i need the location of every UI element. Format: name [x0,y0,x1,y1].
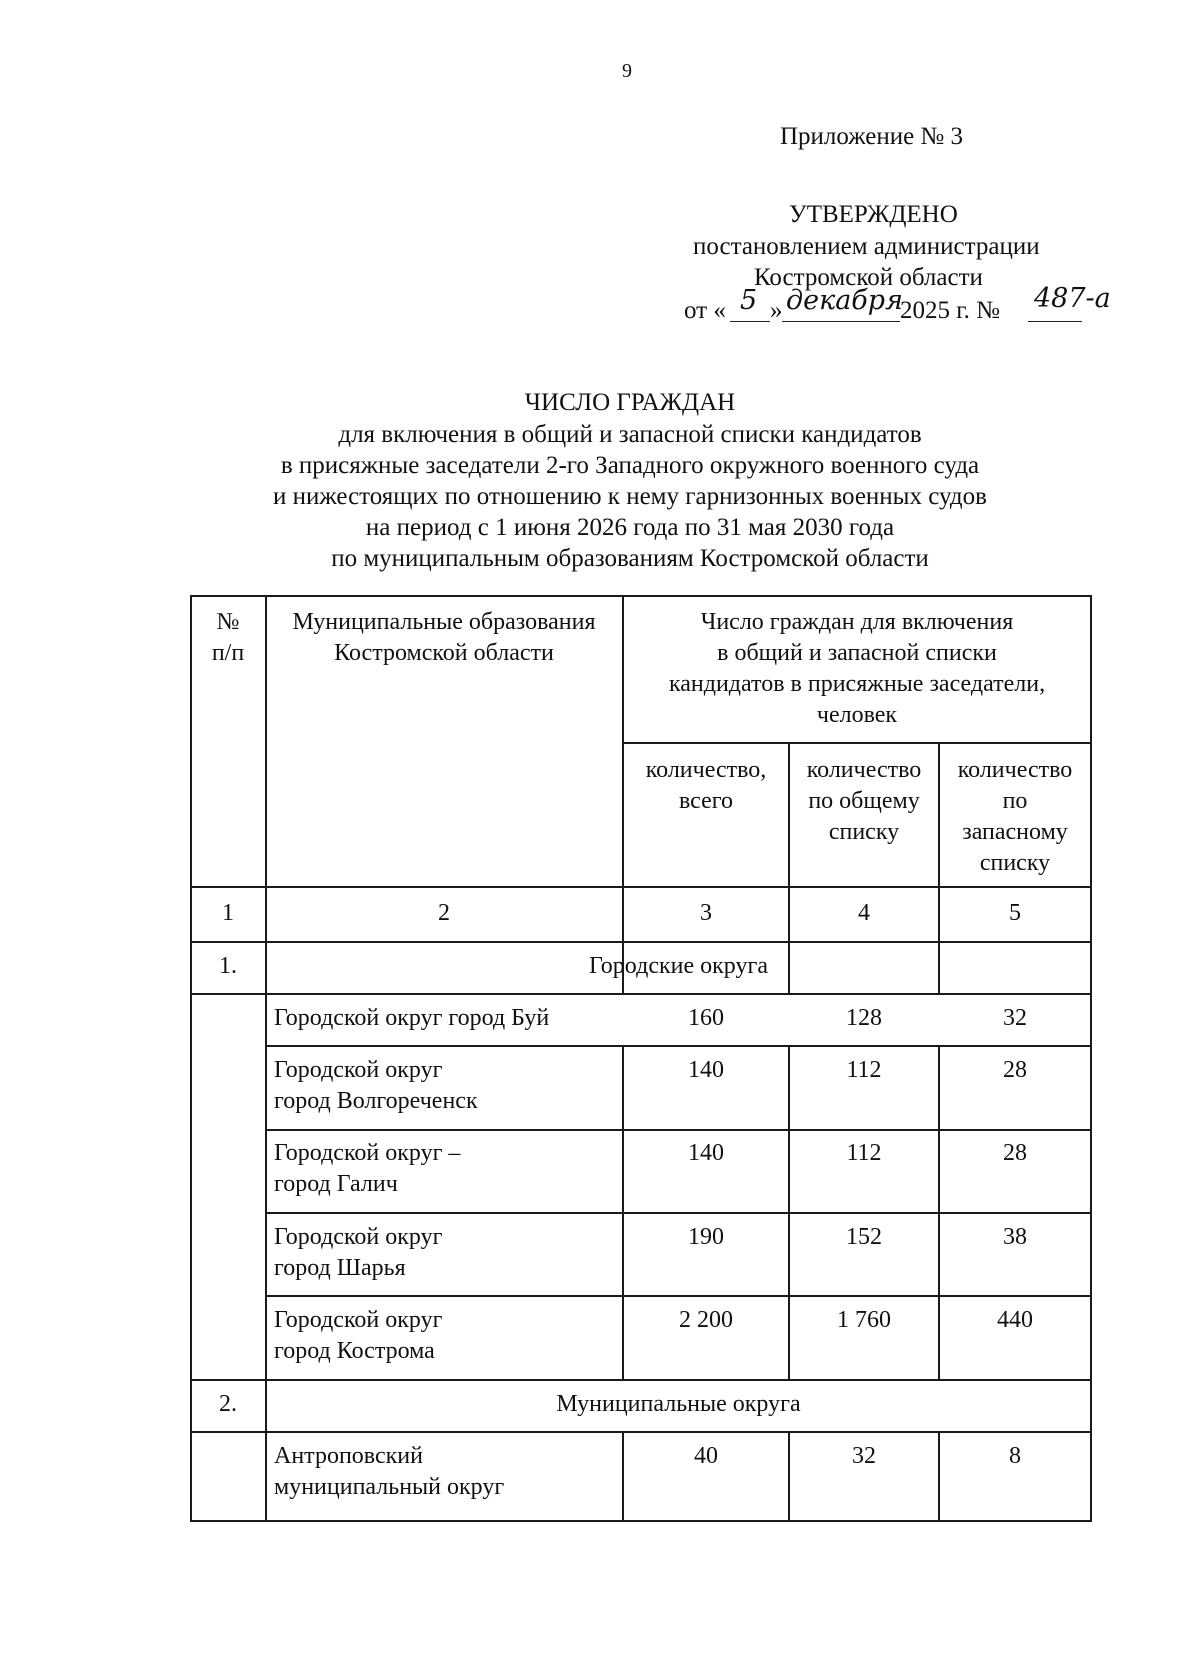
value-reserve: 32 [1003,1005,1027,1031]
date-day-underline [730,321,770,322]
approved-by-line: постановлением администрации [693,233,1040,260]
municipality-name [266,1003,622,1034]
table-rule [623,742,1092,744]
date-prefix: от « [684,297,726,324]
value-general: 1 760 [837,1307,891,1333]
header-reserve-line: списку [979,850,1051,876]
title-line: и нижестоящих по отношению к нему гарнизонных военных судов [273,483,987,510]
value-reserve: 28 [1003,1140,1027,1166]
date-month-underline [782,321,900,322]
header-reserve-line: по [1002,788,1028,814]
page-number: 9 [622,60,632,82]
date-day-handwritten: 5 [740,285,758,316]
column-number: 5 [1009,900,1021,926]
section-title: Муниципальные округа [556,1391,801,1417]
header-municipality-line: Костромской области [334,640,554,666]
header-reserve-line: запасному [962,819,1068,845]
header-general-line: списку [828,819,900,845]
value-total: 190 [688,1224,724,1250]
value-general: 152 [846,1224,882,1250]
value-reserve: 38 [1003,1224,1027,1250]
municipality-name [266,1138,622,1200]
header-general-list [789,755,939,848]
value-reserve: 28 [1003,1057,1027,1083]
value-general: 128 [846,1005,882,1031]
municipality-name-line: город Волгореченск [274,1088,478,1114]
value-total: 140 [688,1140,724,1166]
municipality-name-line: Городской округ [274,1057,443,1083]
municipality-name-line: Антроповский [274,1443,423,1469]
municipality-name [266,1222,622,1284]
value-general: 112 [846,1057,882,1083]
municipality-name-line: Городской округ [274,1224,443,1250]
value-reserve: 440 [997,1307,1033,1333]
header-municipality-line: Муниципальные образования [292,609,596,635]
table-rule [266,1045,1092,1047]
header-citizens-line: человек [816,702,898,728]
date-separator: » [770,297,783,324]
title-line: для включения в общий и запасной списки кандидатов [338,421,922,448]
header-citizens-line: кандидатов в присяжные заседатели, [668,671,1046,697]
title-line: по муниципальным образованиям Костромской области [331,545,929,572]
header-num-line: № [216,609,240,635]
table-rule [190,1431,1092,1433]
table-rule [190,595,192,1522]
column-number: 3 [700,900,712,926]
table-rule [190,993,1092,995]
municipality-name-line: Городской округ [274,1307,443,1333]
municipality-name [266,1441,622,1503]
header-citizens-line: в общий и запасной списки [717,640,997,666]
value-general: 112 [846,1140,882,1166]
municipality-name [266,1055,622,1117]
table-rule [266,1129,1092,1131]
column-number: 2 [438,900,450,926]
header-num-line: п/п [211,640,245,666]
table-rule [190,1520,1092,1522]
approved-stamp-text: УТВЕРЖДЕНО [789,201,958,228]
value-total: 160 [688,1005,724,1031]
value-total: 140 [688,1057,724,1083]
header-reserve-list [939,755,1091,879]
header-reserve-line: количество [957,757,1073,783]
header-citizens-count [623,607,1091,731]
header-municipality [266,607,622,669]
value-total: 40 [694,1443,718,1469]
citizens-table [190,595,1092,1522]
table-rule [190,1379,1092,1381]
doc-number-handwritten: 487-а [1034,283,1111,314]
section-number: 2. [219,1391,237,1417]
header-total-line: количество, [645,757,767,783]
section-number: 1. [219,953,237,979]
date-month-handwritten: декабря [786,285,903,316]
table-rule [190,595,1092,597]
region-line: Костромской области [754,264,983,291]
title-line: в присяжные заседатели 2-го Западного окружного военного суда [280,452,980,479]
value-reserve: 8 [1009,1443,1021,1469]
header-general-line: количество [806,757,922,783]
appendix-label: Приложение № 3 [780,123,964,150]
table-rule [266,1295,1092,1297]
table-rule [190,941,1092,943]
municipality-name-line: город Галич [274,1171,398,1197]
table-rule [190,886,1092,888]
municipality-name-line: муниципальный округ [274,1474,505,1500]
table-rule [266,1212,1092,1214]
municipality-name-line: Городской округ – [274,1140,461,1166]
header-citizens-line: Число граждан для включения [700,609,1014,635]
municipality-name-line: город Шарья [274,1255,406,1281]
title-main: ЧИСЛО ГРАЖДАН [524,389,736,416]
header-total-line: всего [678,788,734,814]
title-line: на период с 1 июня 2026 года по 31 мая 2030 года [365,514,895,541]
municipality-name-line: город Кострома [274,1338,435,1364]
column-number: 4 [858,900,870,926]
column-number: 1 [222,900,234,926]
value-general: 32 [852,1443,876,1469]
header-general-line: по общему [808,788,920,814]
doc-number-underline [1028,321,1082,322]
municipality-name [266,1305,622,1367]
header-total [623,755,789,817]
section-title: Городские округа [589,953,768,979]
header-num [190,607,266,669]
date-year-number-label: 2025 г. № [900,297,1001,324]
value-total: 2 200 [679,1307,733,1333]
municipality-name-line: Городской округ город Буй [274,1005,550,1031]
